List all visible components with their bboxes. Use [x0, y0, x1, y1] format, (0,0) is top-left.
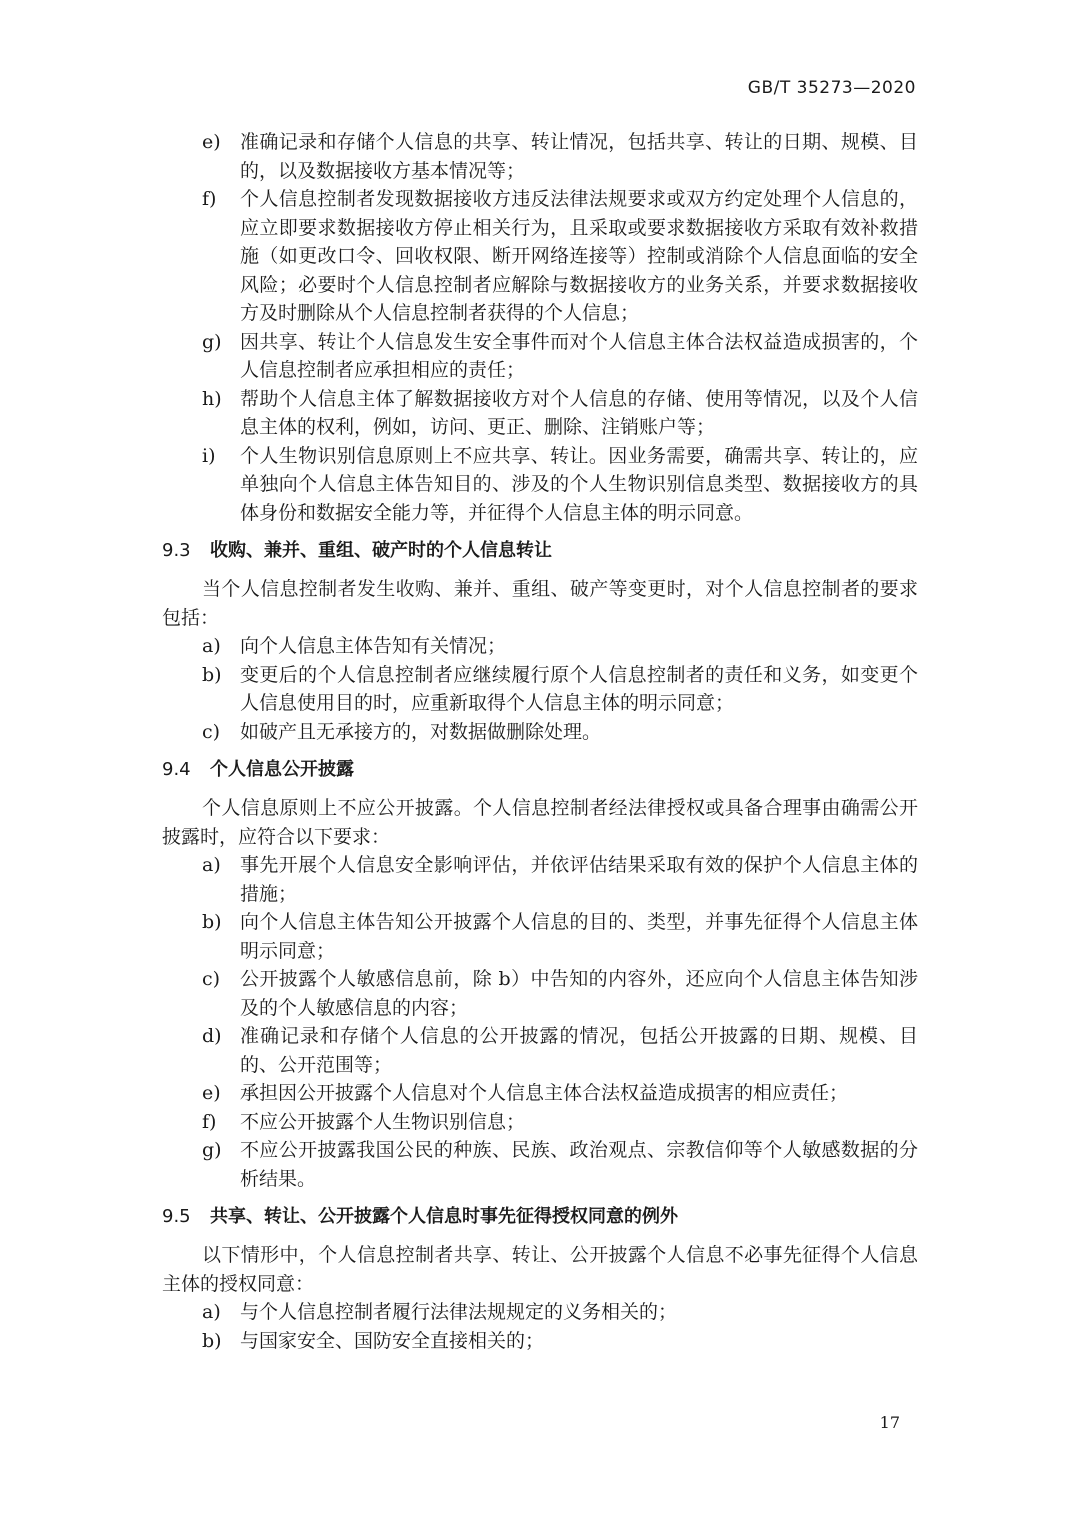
list-item-text: 准确记录和存储个人信息的公开披露的情况，包括公开披露的日期、规模、目的、公开范围等；	[240, 1025, 918, 1076]
list-item	[162, 965, 918, 1022]
list-item-text: 如破产且无承接方的，对数据做删除处理。	[240, 720, 602, 743]
section-title: 共享、转让、公开披露个人信息时事先征得授权同意的例外	[210, 1206, 678, 1227]
section-title: 个人信息公开披露	[210, 759, 354, 780]
list-item-text: 不应公开披露我国公民的种族、民族、政治观点、宗教信仰等个人敏感数据的分析结果。	[240, 1139, 918, 1190]
section-9-3-list	[162, 632, 918, 746]
list-item	[162, 908, 918, 965]
list-item	[162, 328, 918, 385]
list-item-text: 个人信息控制者发现数据接收方违反法律法规要求或双方约定处理个人信息的，应立即要求数据接收方停止相关行为，且采取或要求数据接收方采取有效补救措施（如更改口令、回收权限、断开网络连接等）控制或消除个人信息面临的安全风险；必要时个人信息控制者应解除与数据接收方的业务关系，并要求数据接收方及时删除从个人信息控制者获得的个人信息；	[240, 188, 918, 324]
list-item-label: b)	[202, 1329, 222, 1352]
section-9-4-list	[162, 851, 918, 1193]
list-item-label: a)	[202, 635, 221, 657]
list-item-text: 向个人信息主体告知公开披露个人信息的目的、类型，并事先征得个人信息主体明示同意；	[240, 911, 918, 962]
list-item-text: 不应公开披露个人生物识别信息；	[240, 1110, 526, 1133]
list-item-text: 准确记录和存储个人信息的共享、转让情况，包括共享、转让的日期、规模、目的，以及数据接收方基本情况等；	[240, 131, 918, 182]
list-item-label: b)	[202, 911, 222, 933]
list-item-label: a)	[202, 1301, 221, 1323]
list-item	[162, 632, 918, 661]
list-item	[162, 1327, 918, 1356]
document-body	[162, 128, 918, 1355]
section-number: 9.5	[162, 1206, 191, 1227]
list-item	[162, 851, 918, 908]
section-9-5-heading	[162, 1203, 918, 1231]
section-9-4-heading	[162, 756, 918, 784]
list-item-text: 因共享、转让个人信息发生安全事件而对个人信息主体合法权益造成损害的，个人信息控制者应承担相应的责任；	[240, 330, 918, 381]
list-item-text: 个人生物识别信息原则上不应共享、转让。因业务需要，确需共享、转让的，应单独向个人信息主体告知目的、涉及的个人生物识别信息类型、数据接收方的具体身份和数据安全能力等，并征得个人信息主体的明示同意。	[240, 444, 918, 524]
section-9-5-intro: 以下情形中，个人信息控制者共享、转让、公开披露个人信息不必事先征得个人信息主体的授权同意：	[162, 1244, 918, 1295]
list-item-label: d)	[202, 1025, 222, 1047]
list-item-text: 公开披露个人敏感信息前，除 b）中告知的内容外，还应向个人信息主体告知涉及的个人敏感信息的内容；	[240, 968, 918, 1019]
list-item-label: g)	[202, 330, 222, 353]
section-9-4-intro: 个人信息原则上不应公开披露。个人信息控制者经法律授权或具备合理事由确需公开披露时，应符合以下要求：	[162, 797, 918, 848]
list-item	[162, 1108, 918, 1137]
list-item-text: 事先开展个人信息安全影响评估，并依评估结果采取有效的保护个人信息主体的措施；	[240, 854, 918, 905]
list-item-label: g)	[202, 1139, 222, 1161]
section-9-3-intro: 当个人信息控制者发生收购、兼并、重组、破产等变更时，对个人信息控制者的要求包括：	[162, 578, 918, 629]
section-9-5-list	[162, 1298, 918, 1355]
list-item-text: 承担因公开披露个人信息对个人信息主体合法权益造成损害的相应责任；	[240, 1082, 849, 1104]
list-item	[162, 185, 918, 328]
standard-code: GB/T 35273—2020	[747, 78, 916, 98]
section-9-3-heading	[162, 537, 918, 565]
list-item-text: 向个人信息主体告知有关情况；	[240, 635, 507, 657]
section-number: 9.3	[162, 540, 191, 561]
list-item	[162, 442, 918, 528]
list-item-text: 与国家安全、国防安全直接相关的；	[240, 1329, 545, 1352]
list-item-label: c)	[202, 968, 221, 990]
list-item	[162, 1022, 918, 1079]
list-item	[162, 1136, 918, 1193]
list-item-label: f)	[202, 188, 217, 210]
list-item-label: e)	[202, 1082, 221, 1104]
list-item	[162, 1298, 918, 1327]
list-item-label: b)	[202, 663, 222, 686]
list-item-label: e)	[202, 131, 221, 153]
list-item-label: i)	[202, 444, 216, 467]
section-9-2-continued-list	[162, 128, 918, 527]
list-item	[162, 128, 918, 185]
list-item-label: a)	[202, 854, 221, 876]
list-item-text: 帮助个人信息主体了解数据接收方对个人信息的存储、使用等情况，以及个人信息主体的权利，例如，访问、更正、删除、注销账户等；	[240, 387, 918, 438]
page-number: 17	[879, 1413, 900, 1432]
list-item-label: h)	[202, 387, 222, 410]
list-item-label: c)	[202, 720, 221, 743]
list-item-text: 变更后的个人信息控制者应继续履行原个人信息控制者的责任和义务，如变更个人信息使用目的时，应重新取得个人信息主体的明示同意；	[240, 663, 918, 714]
list-item	[162, 718, 918, 747]
list-item	[162, 385, 918, 442]
list-item-label: f)	[202, 1110, 217, 1133]
list-item	[162, 1079, 918, 1108]
section-title: 收购、兼并、重组、破产时的个人信息转让	[210, 540, 552, 561]
section-number: 9.4	[162, 759, 191, 780]
list-item-text: 与个人信息控制者履行法律法规规定的义务相关的；	[240, 1301, 678, 1323]
list-item	[162, 661, 918, 718]
